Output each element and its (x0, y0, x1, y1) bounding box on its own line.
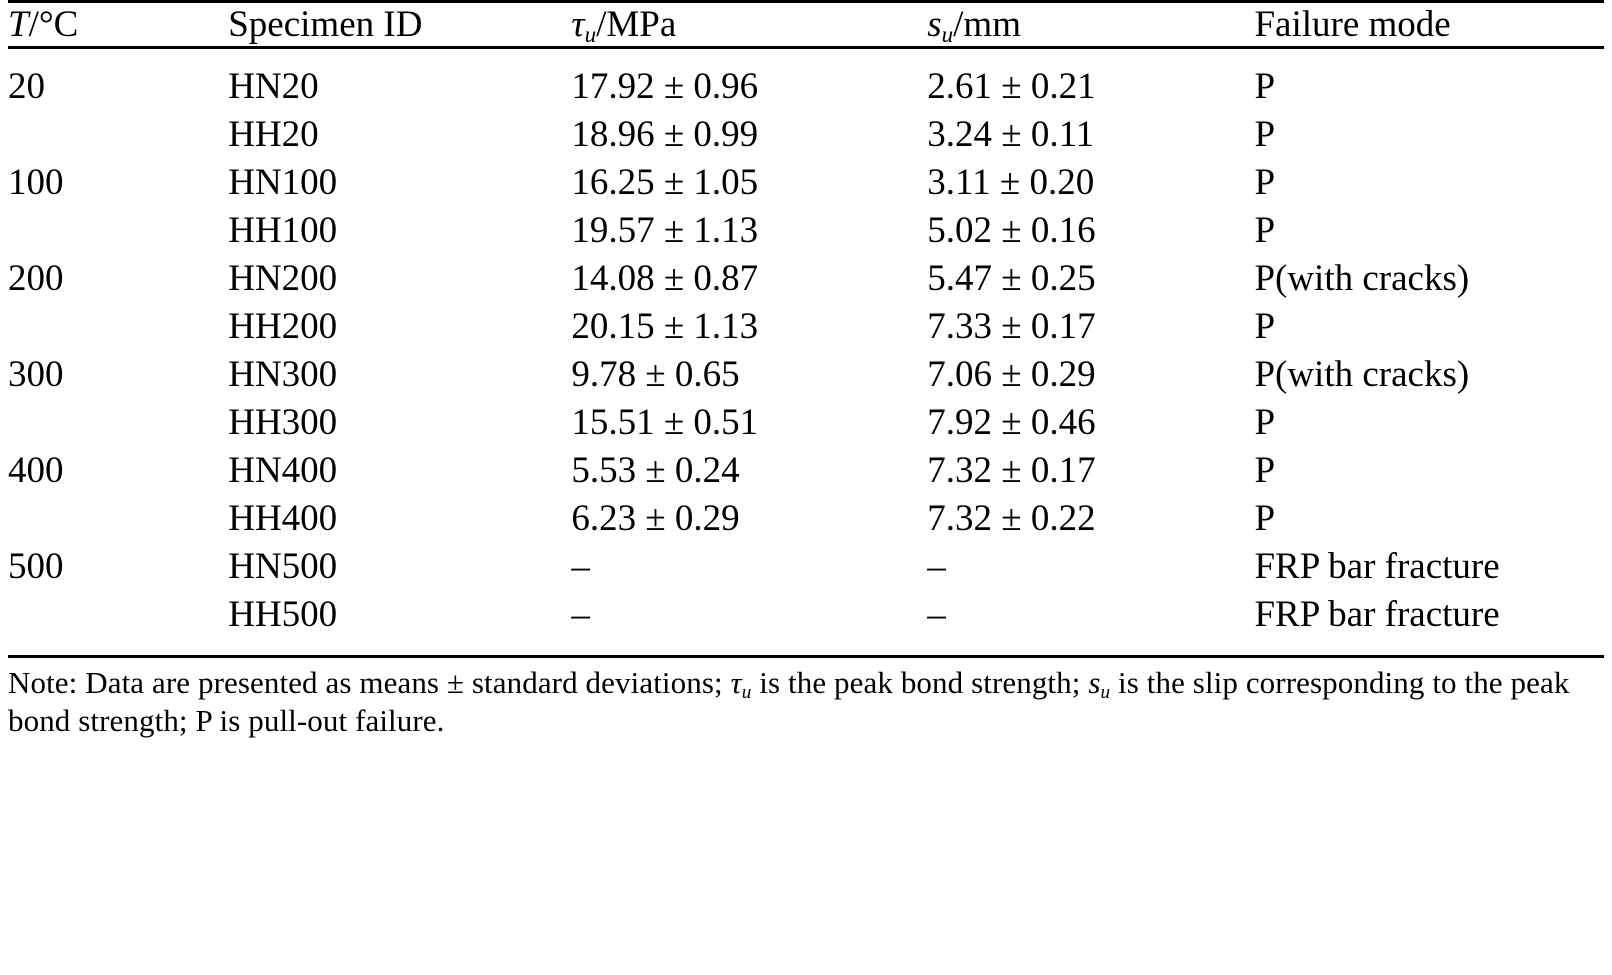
cell-failure-mode: P (1254, 450, 1276, 491)
cell-temperature: 100 (8, 162, 64, 203)
cell-specimen-id: HH200 (228, 306, 338, 347)
cell-s-u: 3.24 ± 0.11 (927, 114, 1095, 155)
cell-failure-mode: P(with cracks) (1254, 258, 1470, 299)
note-part2: is the peak bond strength; (751, 665, 1089, 700)
slip-symbol: s (927, 4, 942, 45)
note-part3: is the slip corresponding to the peak bond strength; P is pull-out failure. (8, 665, 1570, 738)
table-row (8, 209, 1604, 257)
cell-failure-mode: P (1254, 402, 1276, 443)
column-header-temperature (8, 2, 228, 48)
cell-temperature: 500 (8, 546, 64, 587)
cell-specimen-id: HN100 (228, 162, 338, 203)
table-header-row (8, 2, 1604, 48)
table-row (8, 305, 1604, 353)
cell-failure-mode: P (1254, 210, 1276, 251)
cell-specimen-id: HH300 (228, 402, 338, 443)
tau-unit: /MPa (596, 4, 677, 45)
table-row (8, 545, 1604, 593)
cell-failure-mode: P (1254, 114, 1276, 155)
cell-temperature: 300 (8, 354, 64, 395)
table-row (8, 449, 1604, 497)
cell-temperature: 400 (8, 450, 64, 491)
table-row (8, 401, 1604, 449)
slip-unit: /mm (953, 4, 1021, 45)
cell-tau-u: 19.57 ± 1.13 (571, 210, 759, 251)
cell-s-u: – (927, 594, 946, 635)
cell-tau-u: 14.08 ± 0.87 (571, 258, 759, 299)
note-tau-symbol: τ (730, 665, 742, 700)
cell-specimen-id: HH400 (228, 498, 338, 539)
cell-failure-mode: FRP bar fracture (1254, 546, 1500, 587)
cell-tau-u: 6.23 ± 0.29 (571, 498, 740, 539)
specimen-id-label: Specimen ID (228, 4, 423, 45)
temperature-symbol: T (8, 4, 29, 45)
cell-specimen-id: HN500 (228, 546, 338, 587)
table-head (8, 2, 1604, 48)
cell-specimen-id: HH100 (228, 210, 338, 251)
cell-failure-mode: P (1254, 162, 1276, 203)
table-note (8, 658, 1604, 740)
cell-temperature (8, 593, 228, 655)
tau-subscript: u (584, 22, 597, 48)
cell-tau-u: – (571, 594, 590, 635)
table-row (8, 593, 1604, 655)
cell-specimen-id: HN200 (228, 258, 338, 299)
cell-specimen-id: HN20 (228, 66, 319, 107)
table-row (8, 48, 1604, 114)
tau-symbol: τ (571, 4, 585, 45)
cell-s-u: 7.32 ± 0.17 (927, 450, 1096, 491)
note-s-subscript: u (1100, 682, 1111, 704)
cell-specimen-id: HN400 (228, 450, 338, 491)
cell-s-u: – (927, 546, 946, 587)
cell-temperature (8, 305, 228, 353)
cell-tau-u: 9.78 ± 0.65 (571, 354, 740, 395)
cell-failure-mode: FRP bar fracture (1254, 594, 1500, 635)
cell-temperature (8, 113, 228, 161)
cell-tau-u: 20.15 ± 1.13 (571, 306, 759, 347)
cell-specimen-id: HH20 (228, 114, 319, 155)
cell-s-u: 2.61 ± 0.21 (927, 66, 1096, 107)
cell-s-u: 5.02 ± 0.16 (927, 210, 1096, 251)
cell-s-u: 7.33 ± 0.17 (927, 306, 1096, 347)
cell-specimen-id: HH500 (228, 594, 338, 635)
table-row (8, 497, 1604, 545)
cell-s-u: 7.92 ± 0.46 (927, 402, 1096, 443)
slip-subscript: u (941, 22, 954, 48)
cell-tau-u: 5.53 ± 0.24 (571, 450, 740, 491)
cell-temperature: 20 (8, 66, 45, 107)
cell-tau-u: – (571, 546, 590, 587)
cell-tau-u: 15.51 ± 0.51 (571, 402, 759, 443)
table-row (8, 353, 1604, 401)
cell-failure-mode: P (1254, 66, 1276, 107)
cell-temperature: 200 (8, 258, 64, 299)
note-prefix: Note: Data are presented as means ± standard deviations; (8, 665, 731, 700)
cell-temperature (8, 497, 228, 545)
table-row (8, 257, 1604, 305)
note-s-symbol: s (1088, 665, 1101, 700)
cell-tau-u: 16.25 ± 1.05 (571, 162, 759, 203)
cell-temperature (8, 401, 228, 449)
cell-s-u: 3.11 ± 0.20 (927, 162, 1095, 203)
table-body (8, 48, 1604, 656)
bond-strength-table (8, 0, 1604, 655)
cell-tau-u: 18.96 ± 0.99 (571, 114, 759, 155)
cell-s-u: 7.32 ± 0.22 (927, 498, 1096, 539)
column-header-tau-u (571, 2, 927, 48)
table-row (8, 113, 1604, 161)
column-header-specimen-id (228, 2, 571, 48)
cell-tau-u: 17.92 ± 0.96 (571, 66, 759, 107)
cell-s-u: 7.06 ± 0.29 (927, 354, 1096, 395)
cell-s-u: 5.47 ± 0.25 (927, 258, 1096, 299)
cell-failure-mode: P (1254, 306, 1276, 347)
note-tau-subscript: u (741, 682, 752, 704)
failure-mode-label: Failure mode (1254, 4, 1451, 45)
temperature-unit: /°C (28, 4, 79, 45)
column-header-failure-mode (1254, 2, 1604, 48)
cell-specimen-id: HN300 (228, 354, 338, 395)
column-header-s-u (927, 2, 1254, 48)
table-row (8, 161, 1604, 209)
cell-temperature (8, 209, 228, 257)
cell-failure-mode: P (1254, 498, 1276, 539)
cell-failure-mode: P(with cracks) (1254, 354, 1470, 395)
